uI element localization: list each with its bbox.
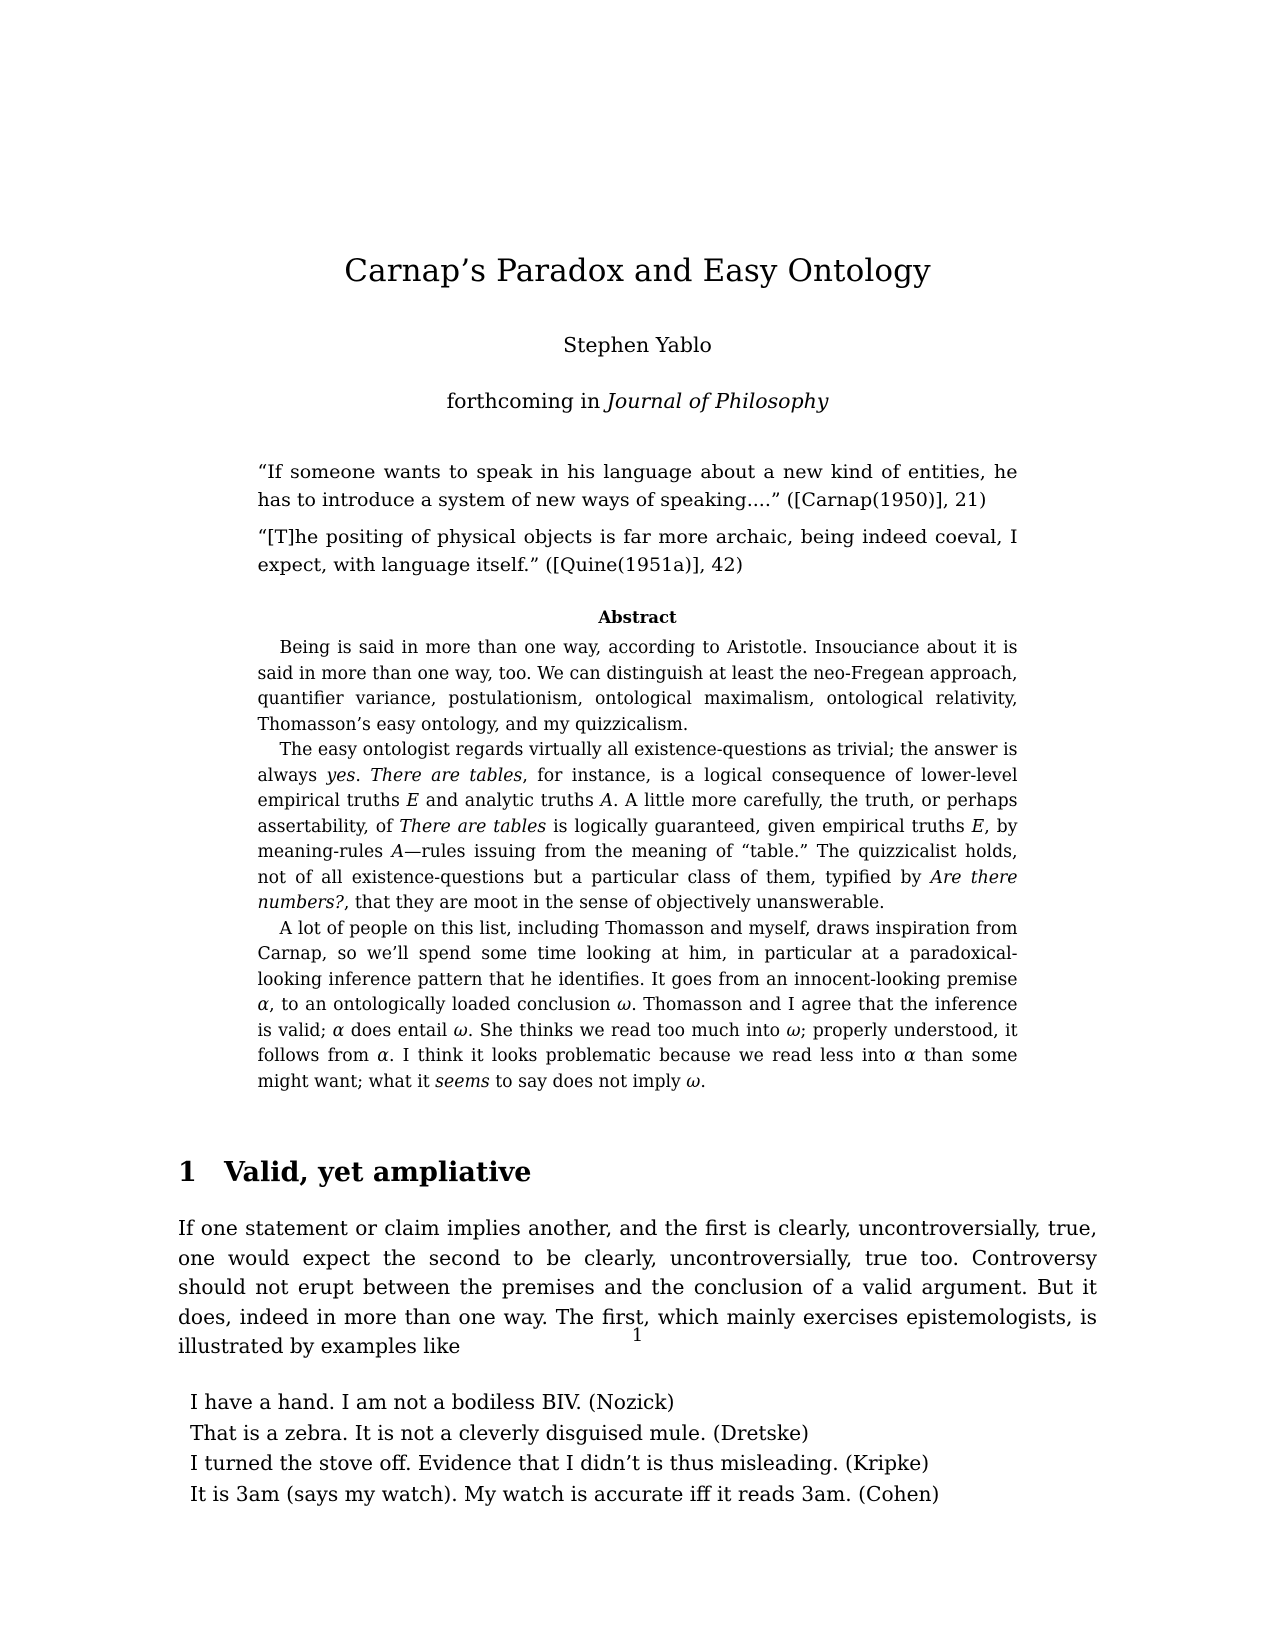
abstract-paragraph-2: The easy ontologist regards virtually all existence-questions as trivial; the answer is always yes. There are tables, for instance, is a logical consequence of lower-level empirical truths E and analytic truths A. A little more carefully, the truth, or perhaps assertability, of There are tables is logically guaranteed, given empirical truths E, by meaning-rules A—rules issuing from the meaning of “table.” The quizzicalist holds, not of all existence-questions but a particular class of them, typified by Are there numbers?, that they are moot in the sense of objectively unanswerable. (257, 740, 1018, 914)
page-title: Carnap’s Paradox and Easy Ontology (344, 253, 931, 289)
section-title: Valid, yet ampliative (224, 1157, 532, 1189)
page-number: 1 (631, 1325, 644, 1346)
section-heading-1 (178, 1095, 1097, 1214)
abstract-paragraph-1: Being is said in more than one way, according to Aristotle. Insouciance about it is said in more than one way, too. We can distinguish at least the neo-Fregean approach, quantifier variance, postulationism, ontological maximalism, ontological relativity, Thomasson’s easy ontology, and my quizzicalism. (257, 638, 1018, 735)
journal-prefix: forthcoming in (446, 388, 607, 413)
list-item: I have a hand. I am not a bodiless BIV. (Nozick) (190, 1389, 675, 1414)
journal-line (178, 357, 1097, 413)
example-list (178, 1362, 1097, 1510)
list-item: It is 3am (says my watch). My watch is accurate iff it reads 3am. (Cohen) (190, 1481, 940, 1506)
abstract-heading: Abstract (598, 608, 677, 628)
abstract-paragraph-3: A lot of people on this list, including Thomasson and myself, draws inspiration from Carnap, so we’ll spend some time looking at him, in particular at a paradoxical-looking inference pattern that he identifies. It goes from an innocent-looking premise α, to an ontologically loaded conclusion ω. Thomasson and I agree that the inference is valid; α does entail ω. She thinks we read too much into ω; properly understood, it follows from α. I think it looks problematic because we read less into α than some might want; what it seems to say does not imply ω. (257, 918, 1018, 1092)
list-item: That is a zebra. It is not a cleverly disguised mule. (Dretske) (190, 1420, 809, 1445)
epigraph-block (258, 413, 1018, 580)
abstract-block (258, 636, 1018, 1095)
section1-paragraph: If one statement or claim implies another, and the first is clearly, uncontroversially, true, one would expect the second to be clearly, uncontroversially, true too. Controversy should not erupt between the premises and the conclusion of a valid argument. But it does, indeed in more than one way. The first, which mainly exercises epistemologists, is illustrated by examples like (178, 1216, 1097, 1359)
section-number: 1 (178, 1157, 197, 1189)
list-item: I turned the stove off. Evidence that I didn’t is thus misleading. (Kripke) (190, 1451, 930, 1476)
epigraph-carnap: “If someone wants to speak in his language about a new kind of entities, he has to introduce a system of new ways of speaking....” ([Carnap(1950)], 21) (257, 460, 1018, 511)
journal-name: Journal of Philosophy (606, 388, 829, 413)
author-name: Stephen Yablo (563, 332, 712, 357)
epigraph-quine: “[T]he positing of physical objects is far more archaic, being indeed coeval, I expect, with language itself.” ([Quine(1951a)], 42) (257, 525, 1018, 576)
page-content (178, 0, 1097, 1510)
